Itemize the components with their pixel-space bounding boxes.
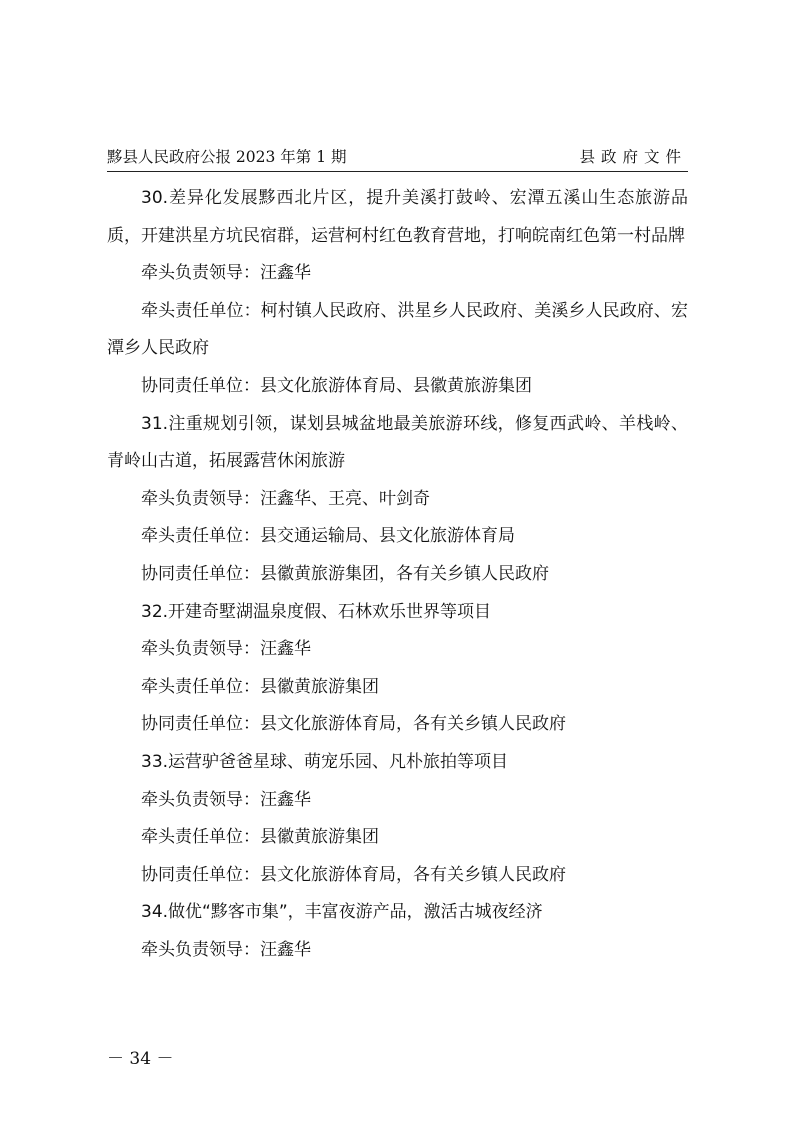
cooperating-unit: 协同责任单位：县文化旅游体育局，各有关乡镇人民政府 [141, 714, 566, 735]
task-item-33: 33.运营驴爸爸星球、萌宠乐园、凡朴旅拍等项目 [141, 751, 509, 772]
lead-leader: 牵头负责领导：汪鑫华 [141, 939, 311, 960]
section-title: 县政府文件 [579, 148, 687, 166]
task-item-30: 30.差异化发展黟西北片区，提升美溪打鼓岭、宏潭五溪山生态旅游品质，开建洪星方坑民宿群，运营柯村红色教育营地，打响皖南红色第一村品牌 [107, 188, 688, 246]
publication-title: 黟县人民政府公报 2023 年第 1 期 [107, 148, 347, 166]
lead-unit: 牵头责任单位：县交通运输局、县文化旅游体育局 [141, 526, 515, 547]
lead-unit: 牵头责任单位：县徽黄旅游集团 [141, 827, 379, 848]
page-number: － 34 － [107, 1049, 174, 1069]
lead-unit: 牵头责任单位：县徽黄旅游集团 [141, 676, 379, 697]
lead-leader: 牵头负责领导：汪鑫华、王亮、叶剑奇 [141, 488, 430, 509]
cooperating-unit: 协同责任单位：县文化旅游体育局、县徽黄旅游集团 [141, 375, 532, 396]
lead-leader: 牵头负责领导：汪鑫华 [141, 789, 311, 810]
lead-leader: 牵头负责领导：汪鑫华 [141, 263, 311, 284]
cooperating-unit: 协同责任单位：县徽黄旅游集团，各有关乡镇人民政府 [141, 563, 549, 584]
task-item-32: 32.开建奇墅湖温泉度假、石林欢乐世界等项目 [141, 601, 492, 622]
cooperating-unit: 协同责任单位：县文化旅游体育局，各有关乡镇人民政府 [141, 864, 566, 885]
document-body [107, 180, 688, 969]
lead-unit: 牵头责任单位：柯村镇人民政府、洪星乡人民政府、美溪乡人民政府、宏潭乡人民政府 [107, 300, 688, 359]
task-item-31: 31.注重规划引领，谋划县城盆地最美旅游环线，修复西武岭、羊栈岭、青岭山古道，拓展露营休闲旅游 [107, 413, 688, 472]
header-divider [107, 171, 688, 172]
lead-leader: 牵头负责领导：汪鑫华 [141, 639, 311, 660]
page-header [107, 145, 687, 169]
task-item-34: 34.做优“黟客市集”，丰富夜游产品，激活古城夜经济 [141, 902, 543, 923]
